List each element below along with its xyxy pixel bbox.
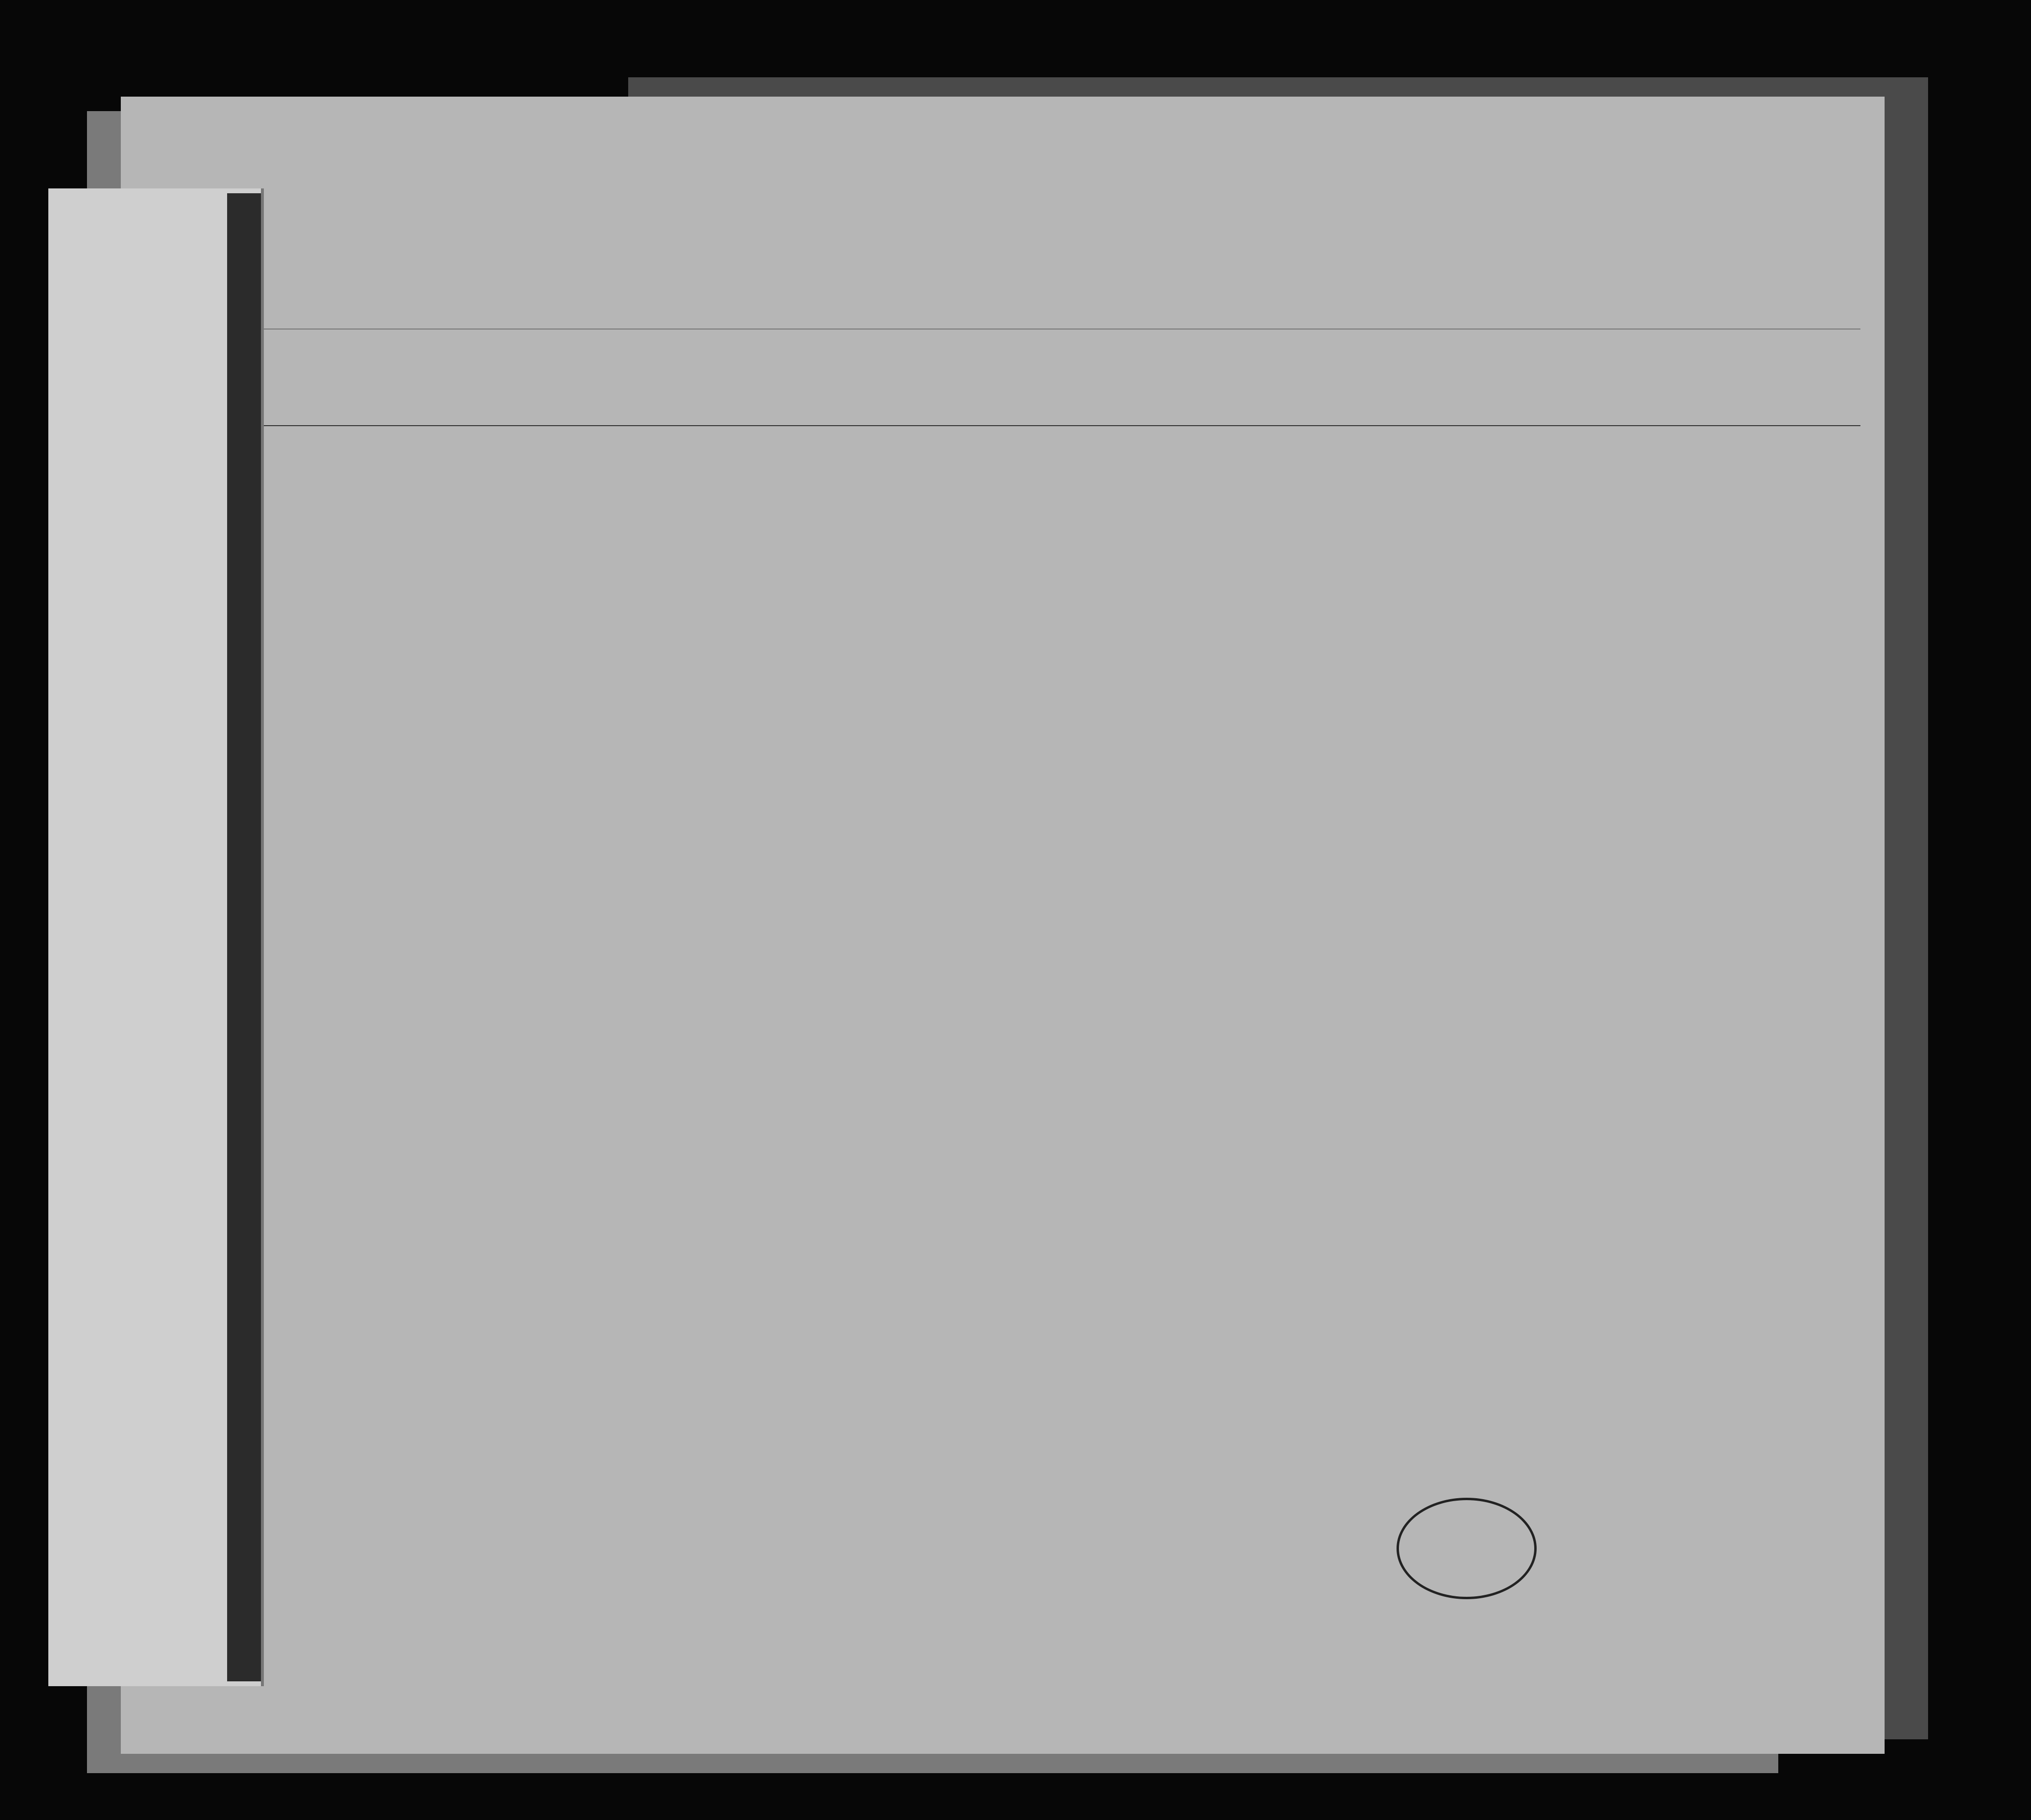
table-header-rule <box>237 425 1860 426</box>
crew-table <box>237 329 1860 1623</box>
table-top-rule <box>237 329 1860 330</box>
torn-edge-shadow <box>227 193 261 1681</box>
office-stamp <box>1397 1498 1537 1599</box>
